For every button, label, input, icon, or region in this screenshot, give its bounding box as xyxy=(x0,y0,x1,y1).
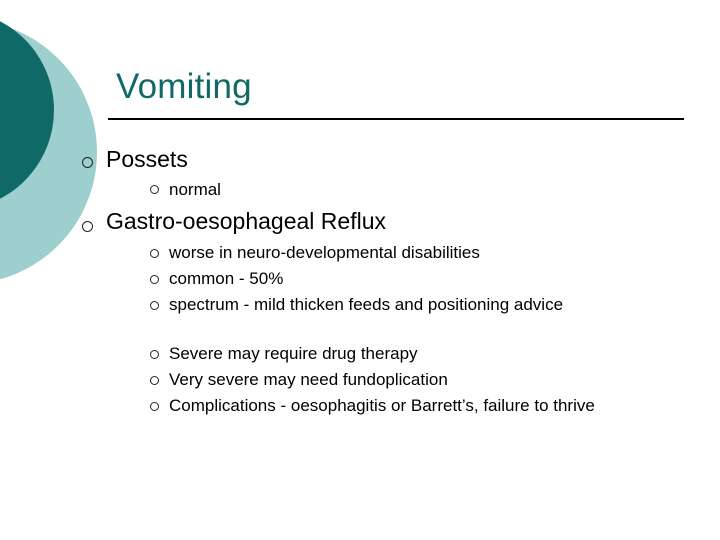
sub-bullet-icon xyxy=(150,249,159,258)
sub-bullet-spectrum: spectrum - mild thicken feeds and positioning advice xyxy=(169,295,564,314)
bullet-icon xyxy=(82,221,93,232)
sub-bullet-icon xyxy=(150,185,159,194)
sub-bullet-neuro: worse in neuro-developmental disabilities xyxy=(169,243,480,262)
sub-bullet-icon xyxy=(150,376,159,385)
title-divider xyxy=(108,118,684,120)
sub-bullet-icon xyxy=(150,402,159,411)
decorative-circles xyxy=(0,0,110,300)
sub-bullet-complications: Complications - oesophagitis or Barrett’s, failure to thrive xyxy=(169,396,595,415)
sub-bullet-fundoplication: Very severe may need fundoplication xyxy=(169,370,448,389)
slide-title: Vomiting xyxy=(116,67,252,106)
bullet-gastro-reflux: Gastro-oesophageal Reflux xyxy=(106,208,386,234)
sub-bullet-normal: normal xyxy=(169,180,221,199)
sub-bullet-icon xyxy=(150,350,159,359)
sub-bullet-icon xyxy=(150,301,159,310)
sub-bullet-drug-therapy: Severe may require drug therapy xyxy=(169,344,418,363)
bullet-possets: Possets xyxy=(106,146,188,172)
bullet-icon xyxy=(82,157,93,168)
sub-bullet-common: common - 50% xyxy=(169,269,284,288)
sub-bullet-icon xyxy=(150,275,159,284)
